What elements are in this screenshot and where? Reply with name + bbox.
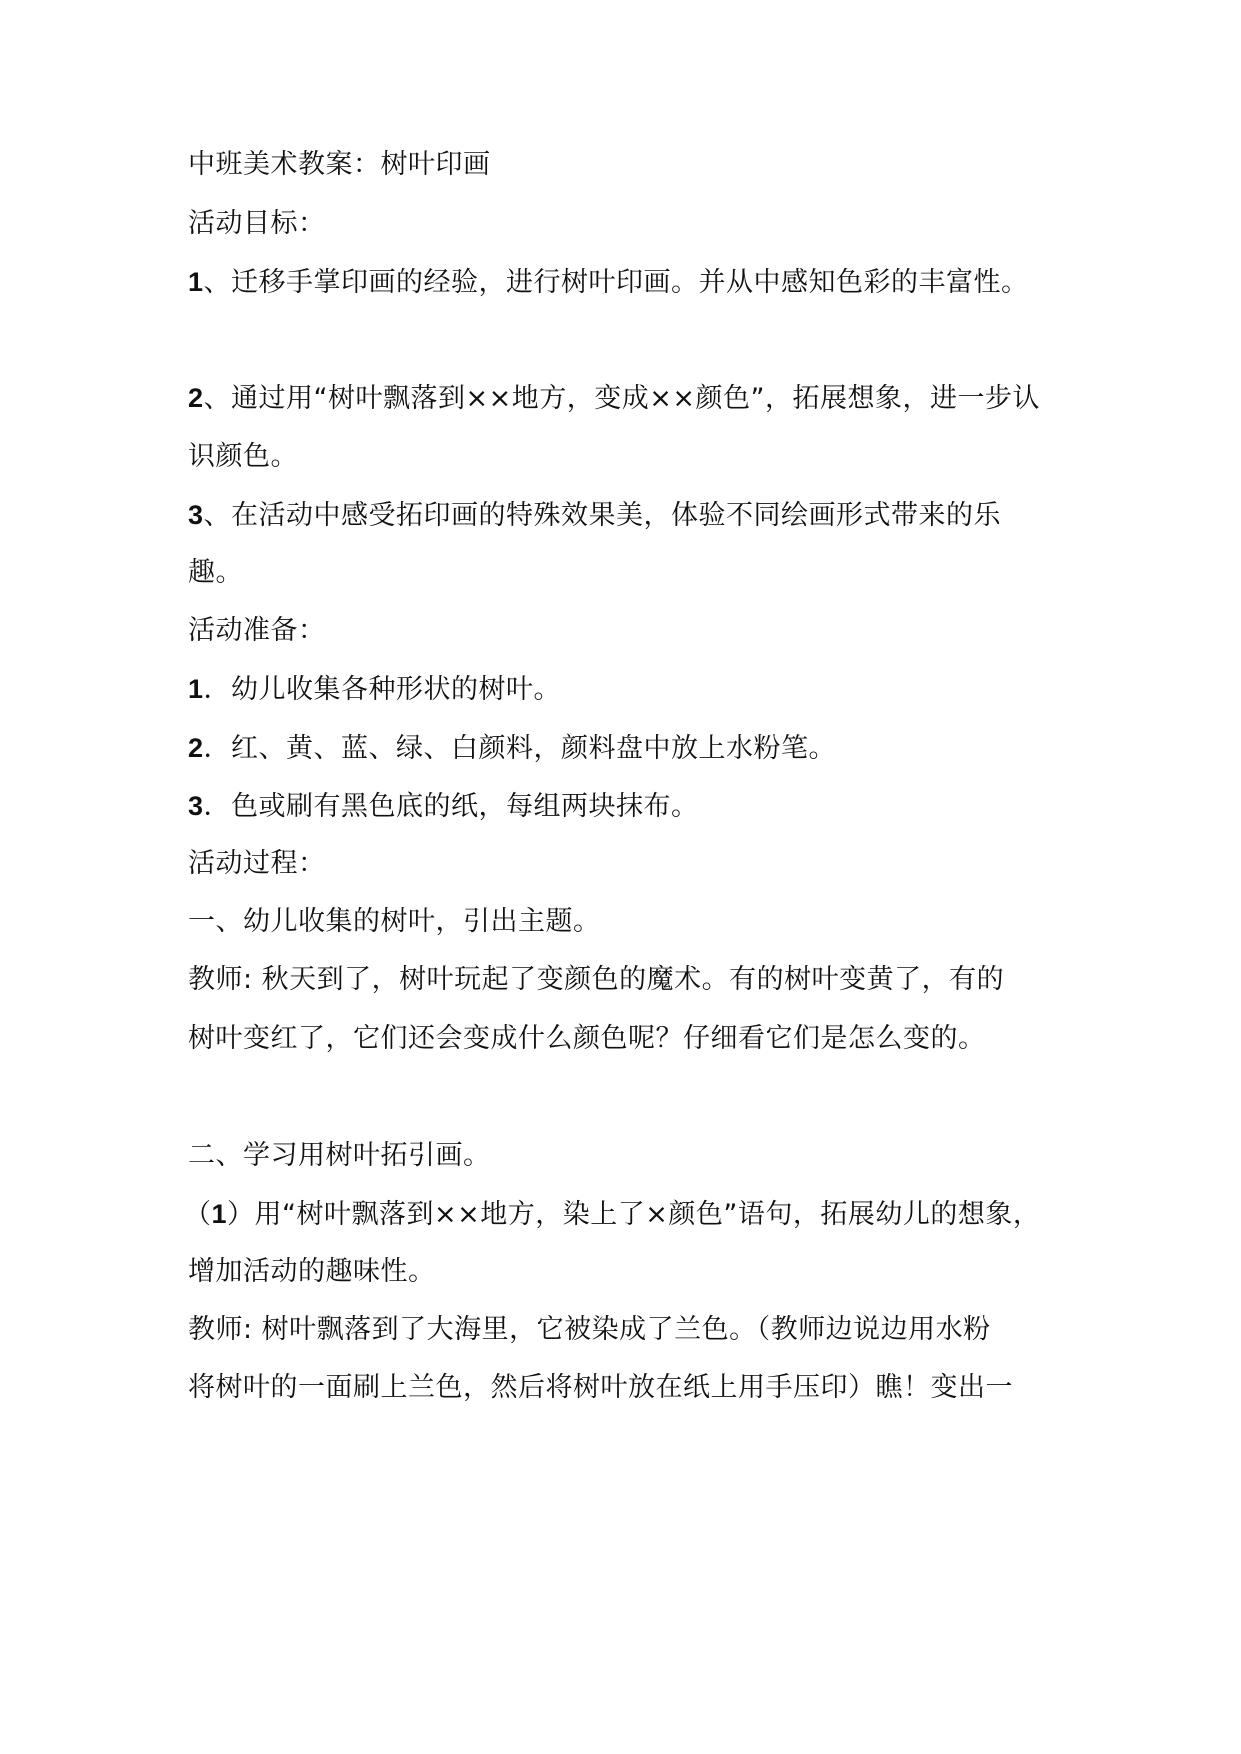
goal-2 bbox=[188, 378, 1068, 419]
prep-item-2-text: ．红、黄、蓝、绿、白颜料，颜料盘中放上水粉笔。 bbox=[203, 733, 837, 764]
goal-2-text: 、通过用“树叶飘落到××地方，变成××颜色”，拓展想象，进一步认 bbox=[203, 383, 1040, 414]
sub-step-1-open-paren: （ bbox=[184, 1199, 212, 1230]
process-heading: 活动过程： bbox=[188, 848, 326, 879]
goal-1-number: 1 bbox=[188, 267, 204, 297]
prep-item-3-number: 3 bbox=[188, 791, 204, 821]
goal-2-continued: 识颜色。 bbox=[188, 441, 298, 472]
prep-item-2-number: 2 bbox=[188, 733, 204, 763]
sub-step-1-text: ）用“树叶飘落到××地方，染上了×颜色”语句，拓展幼儿的想象， bbox=[227, 1199, 1041, 1230]
goal-3 bbox=[188, 495, 1068, 536]
teacher-line-2-continued: 将树叶的一面刷上兰色，然后将树叶放在纸上用手压印）瞧！变出一 bbox=[188, 1372, 1013, 1403]
goal-2-number: 2 bbox=[188, 383, 204, 413]
goal-3-continued: 趣。 bbox=[188, 557, 243, 588]
prep-item-3 bbox=[188, 786, 1068, 827]
goal-1-text: 、迁移手掌印画的经验，进行树叶印画。并从中感知色彩的丰富性。 bbox=[203, 267, 1029, 298]
step-2: 二、学习用树叶拓引画。 bbox=[188, 1140, 491, 1171]
prep-item-1 bbox=[188, 669, 1068, 710]
prep-heading: 活动准备： bbox=[188, 615, 326, 646]
sub-step-1 bbox=[184, 1194, 1064, 1235]
prep-item-1-text: ．幼儿收集各种形状的树叶。 bbox=[203, 674, 562, 705]
prep-item-1-number: 1 bbox=[188, 674, 204, 704]
sub-step-1-continued: 增加活动的趣味性。 bbox=[188, 1256, 436, 1287]
teacher-line-1: 教师: 秋天到了，树叶玩起了变颜色的魔术。有的树叶变黄了，有的 bbox=[188, 964, 1005, 995]
goal-3-number: 3 bbox=[188, 500, 204, 530]
prep-item-2 bbox=[188, 728, 1068, 769]
goals-heading: 活动目标： bbox=[188, 208, 326, 239]
teacher-line-2: 教师: 树叶飘落到了大海里，它被染成了兰色。（教师边说边用水粉 bbox=[188, 1314, 991, 1345]
document-title: 中班美术教案：树叶印画 bbox=[188, 149, 491, 180]
teacher-line-1-continued: 树叶变红了，它们还会变成什么颜色呢？仔细看它们是怎么变的。 bbox=[188, 1023, 986, 1054]
goal-3-text: 、在活动中感受拓印画的特殊效果美，体验不同绘画形式带来的乐 bbox=[203, 500, 1002, 531]
step-1: 一、幼儿收集的树叶，引出主题。 bbox=[188, 906, 601, 937]
goal-1 bbox=[188, 262, 1068, 303]
sub-step-1-number: 1 bbox=[211, 1199, 228, 1229]
prep-item-3-text: ．色或刷有黑色底的纸，每组两块抹布。 bbox=[203, 791, 699, 822]
